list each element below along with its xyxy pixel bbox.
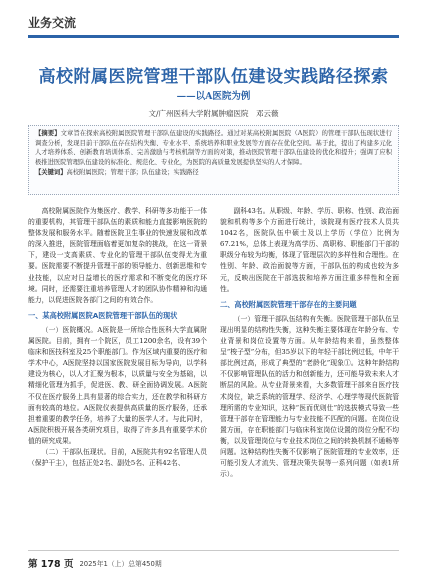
keywords-text: 高校附属医院；管理干部；队伍建设；实践路径 [66, 168, 199, 176]
issue-info: 2025年1（上）总第450期 [79, 560, 162, 568]
body-paragraph: （一）管理干部队伍结构有失衡。医院管理干部队伍呈现出明显的结构性失衡，这种失衡主要体现在年龄分布、专业背景和岗位设置等方面。从年龄结构来看，虽然整体呈“梭子型”分布，但35岁以下的年轻干部比例过低，中年干部比例过高，形成了典型的“老龄化”现象①。这种年龄结构不仅影响管理队伍的活力和创新能力，还可能导致未来人才断层的风险。从专业背景来看，大多数管理干部来自医疗技术岗位，缺乏系统的管理学、经济学、心理学等现代医院管理所需的专业知识，这种“医而优则仕”的选拔模式导致一些管理干部存在管理能力与专业技能不匹配的问题。在岗位设置方面，存在职能部门与临床科室岗位设置的岗位分配不均衡，以及管理岗位与专业技术岗位之间的转换机制不通畅等问题。这种结构性失衡不仅影响了医院管理的专业效率，还可能引发人才流失、管理决策失误等一系列问题（如表1所示）。 [220, 314, 399, 479]
body-paragraph: 高校附属医院作为集医疗、教学、科研等多功能于一体的重要机构，其管理干部队伍的素质和能力直接影响医院的整体发展和服务水平。随着医院卫生事业的快速发展和改革的深入推进，医院管理面临着更加复杂的挑战，在这一背景下，建设一支高素质、专业化的管理干部队伍变得尤为重要。医院需要不断提升管理干部的领导能力、创新思维和专业技能，以应对日益增长的医疗需求和不断变化的医疗环境。同时，还需要注重培养管理人才的团队协作精神和沟通能力，以促进医院各部门之间的有效合作。 [28, 207, 207, 304]
article-title: 高校附属医院管理干部队伍建设实践路径探索 [38, 67, 389, 87]
section-heading: 二、高校附属医院管理干部存在的主要问题 [220, 299, 357, 309]
abstract-box [28, 125, 399, 195]
author-byline: 文/广州医科大学附属肿瘤医院 邓云薇 [148, 109, 279, 118]
section-tag: 业务交流 [28, 16, 77, 30]
abstract-paragraph [35, 129, 392, 168]
abstract-label: 【摘要】 [35, 130, 61, 137]
body-paragraph: （一）医院概况。A医院是一所综合性医科大学直属附属医院。目前，拥有一个院区，员工1200余名，设有39个临床和医技科室及25个职能部门。作为区域内重要的医疗和学术中心，A医院坚持以国家医院发展目标为导向，以学科建设为核心，以人才汇聚为根本，以质量与安全为基础，以精细化管理为抓手，促进医、教、研全面协调发展。A医院不仅在医疗服务上具有显著的综合实力，还在教学和科研方面有较高的地位。A医院仪表提供高质量的医疗服务，还承担着重要的教学任务，培养了大量的医学人才。与此同时，A医院积极开展各类研究项目，取得了许多具有重要学术价值的研究成果。 [28, 325, 207, 445]
left-column [28, 206, 207, 469]
top-rule [28, 35, 399, 38]
footer-rule [28, 550, 399, 551]
page-number: 第 178 页 [28, 559, 74, 570]
keywords-label: 【关键词】 [35, 168, 67, 176]
section-heading: 一、某高校附属医院A医院管理干部队伍的现状 [28, 310, 178, 320]
body-paragraph: 副科43名。从职级、年龄、学历、职称、性别、政治面貌和机构等多个方面进行统计，该院现有医疗技术人员共1042名，医院队伍中硕士及以上学历（学位）比例为67.21%，总体上表现为高学历、高职称、职能部门干部的职级分布较为均衡，体现了管理层次的多样性和合理性。在性别、年龄、政治面貌等方面，干部队伍的构成也较为多元，反映出医院在干部选拔和培养方面注重多样性和全面性。 [220, 207, 399, 293]
article-subtitle: ——以A医院为例 [176, 91, 251, 102]
body-paragraph: （二）干部队伍现状。目前，A医院共有92名管理人员（保护干主），包括正处2名、副处5名、正科42名、 [28, 447, 207, 468]
right-column [220, 206, 399, 480]
abstract-text: 文章旨在探索高校附属医院管理干部队伍建设的实践路径。通过对某高校附属医院（A医院）的管理干部队伍现状进行调查分析，发现目前干部队伍存在结构失衡、专业水平、系统培养和职业发展等方面存在优化空间。基于此，提出了构建多元化人才培养体系、创新教育培训体系、完善激励与考核机制等方面的对策，推动医院管理干部队伍建设的优化和提升；强调了应积极推进医院管理队伍建设的标准化、规范化、专业化，为医院的高质量发展提供坚实的人才保障。 [35, 130, 392, 167]
keywords-paragraph [35, 168, 392, 178]
page-footer [28, 556, 162, 570]
